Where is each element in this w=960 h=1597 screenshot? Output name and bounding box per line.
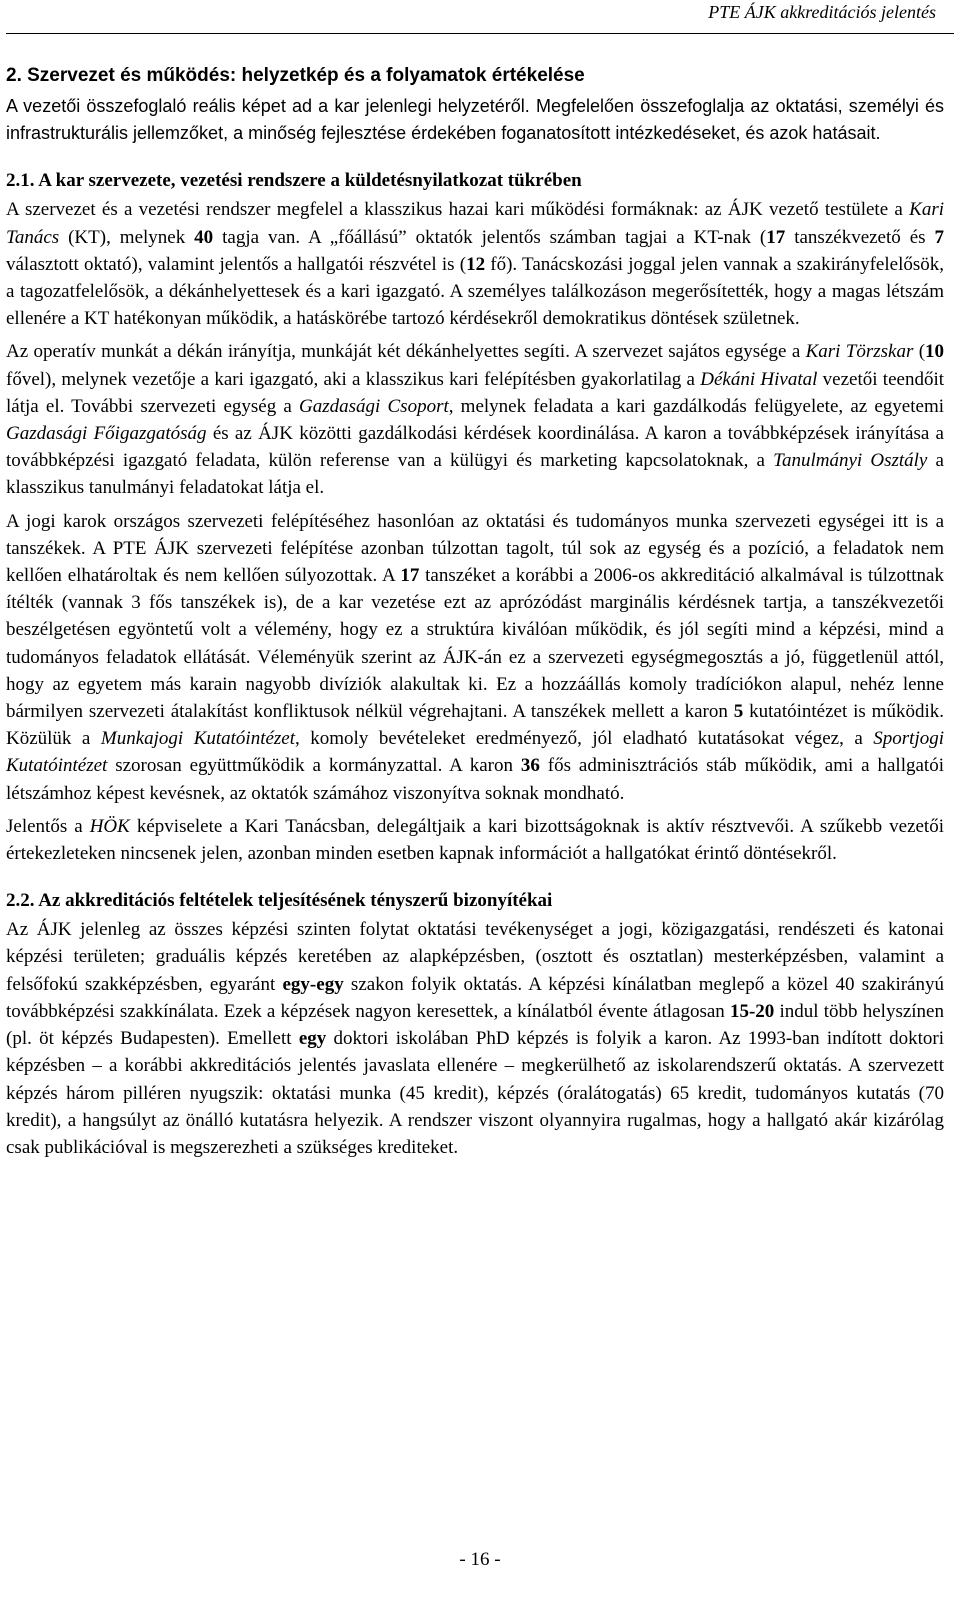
count-department-heads: 17 [766,226,786,248]
count-torzskar: 10 [925,341,945,363]
count-departments: 17 [400,565,420,587]
count-admin-staff: 36 [520,755,540,777]
term-munkajogi-kutatointezet: Munkajogi Kutatóintézet [100,728,296,750]
count-elected-lecturers: 7 [934,226,944,248]
section-2-1-paragraph-2: Az operatív munkát a dékán irányítja, munkáját két dékánhelyettes segíti. A szervezet sajátos egysége a Kari Törzskar (10 fővel), melynek vezetője a kari igazgató, aki a klasszikus kari felépítésben gyakorlatilag a Dékáni Hivatal vezetői teendőit látja el. További szervezeti egység a Gazdasági Csoport, melynek feladata a kari gazdálkodás felügyelete, az egyetemi Gazdasági Főigazgatóság és az ÁJK közötti gazdálkodási kérdések koordinálása. A karon a továbbképzések irányítása a továbbképzési igazgató feladata, külön referense van a külügyi és marketing kapcsolatoknak, a Tanulmányi Osztály a klasszikus tanulmányi feladatokat látja el. [6,341,945,499]
section-2-1-paragraph-1: A szervezet és a vezetési rendszer megfelel a klasszikus hazai kari működési formáknak: az ÁJK vezető testülete a Kari Tanács (KT), melynek 40 tagja van. A „főállású” oktatók jelentős számban tagjai a KT-nak (17 tanszékvezető és 7 választott oktató), valamint jelentős a hallgatói részvétel is (12 fő). Tanácskozási joggal jelen vannak a szakirányfelelősök, a tagozatfelelősök, a dékánhelyettesek és a kari igazgató. A személyes találkozáson megerősítették, hogy a magas létszám ellenére a KT hatékonyan működik, a hatáskörébe tartozó kérdésekről demokratikus döntések születnek. [6,199,945,330]
term-gazdasagi-foigazgatosag: Gazdasági Főigazgatóság [6,423,207,445]
term-hok: HÖK [89,815,130,837]
section-2-intro: A vezetői összefoglaló reális képet ad a kar jelenlegi helyzetéről. Megfelelően összefoglalja az oktatási, személyi és infrastrukturális jellemzőket, a minőség fejlesztése érdekében foganatosított intézkedéseket, és azok hatásait. [6,96,944,144]
emph-egy-egy: egy-egy [282,973,344,995]
term-kari-tanacs: Kari Tanács [6,199,944,248]
count-kt-members: 40 [194,226,214,248]
running-header: PTE ÁJK akkreditációs jelentés [708,2,936,22]
section-2-heading: 2. Szervezet és működés: helyzetkép és a folyamatok értékelése [6,65,585,86]
emph-egy: egy [298,1028,327,1050]
header-divider [6,33,954,34]
section-2-1-paragraph-4: Jelentős a HÖK képviselete a Kari Tanácsban, delegáltjaik a kari bizottságoknak is aktív résztvevői. A szűkebb vezetői értekezleteken nincsenek jelen, azonban minden esetben kapnak információt a hallgatókat érintő döntésekről. [6,815,944,865]
page-number: - 16 - [459,1549,501,1570]
count-students: 12 [466,253,486,275]
count-started-courses: 15-20 [729,1000,775,1022]
count-research-institutes: 5 [733,701,744,723]
term-dekani-hivatal: Dékáni Hivatal [700,368,818,390]
term-sportjogi-kutatointezet: Sportjogi Kutatóintézet [6,728,944,777]
term-kari-torzskar: Kari Törzskar [805,341,914,363]
section-2-2-paragraph-1: Az ÁJK jelenleg az összes képzési szinten folytat oktatási tevékenységet a jogi, közigazgatási, rendészeti és katonai képzési területen; graduális képzés keretében az alapképzésben, (osztott és osztatlan) mesterképzésben, valamint a felsőfokú szakképzésben, egyaránt egy-egy szakon folyik oktatás. A képzési kínálatban meglepő a közel 40 szakirányú továbbképzési szakkínálata. Ezek a képzések nagyon keresettek, a kínálatból évente átlagosan 15-20 indul több helyszínen (pl. öt képzés Budapesten). Emellett egy doktori iskolában PhD képzés is folyik a karon. Az 1993-ban indított doktori képzésben – a korábbi akkreditációs jelentés javaslata ellenére – megkerülhető az iskolarendszerű oktatás. A szervezett képzés három pilléren nyugszik: oktatási munka (45 kredit), képzés (óralátogatás) 65 kredit, tudományos kutatás (70 kredit), a hangsúlyt az önálló kutatásra helyezik. A rendszer viszont olyannyira rugalmas, hogy a hallgató akár kizárólag csak publikációval is megszerezheti a szükséges krediteket. [6,919,944,1158]
section-2-2-heading: 2.2. Az akkreditációs feltételek teljesítésének tényszerű bizonyítékai [6,890,553,912]
section-2-1-heading: 2.1. A kar szervezete, vezetési rendszere a küldetésnyilatkozat tükrében [6,170,582,192]
section-2-1-paragraph-3: A jogi karok országos szervezeti felépítéséhez hasonlóan az oktatási és tudományos munka szervezeti egységei itt is a tanszékek. A PTE ÁJK szervezeti felépítése azonban túlzottan tagolt, túl sok az egység és a pozíció, a feladatok nem kellően elhatároltak és nem kellően súlyozottak. A 17 tanszéket a korábbi a 2006-os akkreditáció alkalmával is túlzottnak ítélték (vannak 3 fős tanszékek is), de a kar vezetése ezt az aprózódást marginális kérdésnek tartja, a tanszékvezetői beszélgetésen egyöntetű volt a vélemény, hogy ez a struktúra kiválóan működik, és jól segíti mind a képzési, mind a tudományos feladatok ellátását. Véleményük szerint az ÁJK-án ez a szervezeti egységmegosztás a jó, függetlenül attól, hogy az egyetem más karain nagyobb divíziók alakultak ki. Ez a hozzáállás komoly tradíciókon alapul, nehéz lenne bármilyen szervezeti átalakítást konfliktusok nélkül végrehajtani. A tanszékek mellett a karon 5 kutatóintézet is működik. Közülük a Munkajogi Kutatóintézet, komoly bevételeket eredményező, jól eladható kutatásokat végez, a Sportjogi Kutatóintézet szorosan együttműködik a kormányzattal. A karon 36 fős adminisztrációs stáb működik, ami a hallgatói létszámhoz képest kevésnek, az oktatók számához viszonyítva soknak mondható. [6,510,944,804]
document-body [6,62,944,1167]
term-gazdasagi-csoport: Gazdasági Csoport [299,395,449,417]
term-tanulmanyi-osztaly: Tanulmányi Osztály [773,450,928,472]
